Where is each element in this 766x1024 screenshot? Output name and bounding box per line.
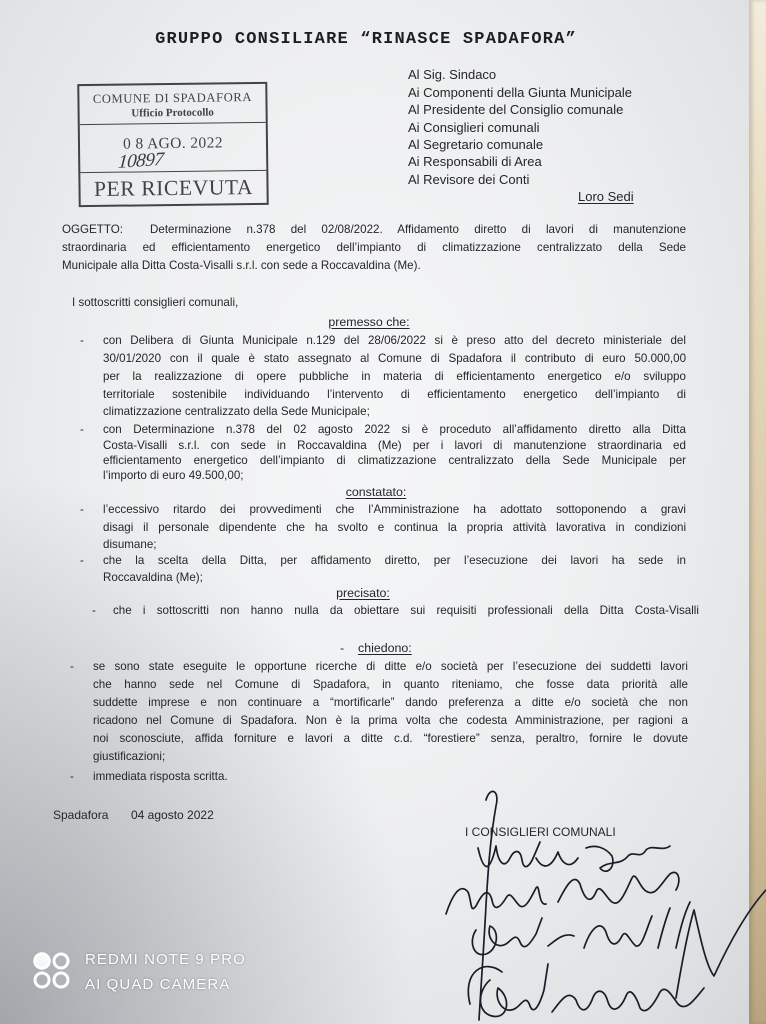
- closing-place: Spadafora: [53, 808, 109, 822]
- subject-line: straordinaria ed efficientamento energetico dell’impianto di climatizzazione centralizzato della Sede: [62, 241, 686, 254]
- stamp-office: COMUNE DI SPADAFORA: [92, 90, 253, 106]
- subject-line: Municipale alla Ditta Costa-Visalli s.r.l. con sede a Roccavaldina (Me).: [62, 259, 421, 272]
- bullet-dash: -: [80, 334, 84, 347]
- addressee: Al Presidente del Consiglio comunale: [408, 102, 624, 117]
- list-item-line: che i sottoscritti non hanno nulla da obiettare sui requisiti professionali della Ditta Costa-Visalli: [113, 604, 699, 617]
- stamp-divider: [80, 170, 266, 173]
- addressee: Ai Componenti della Giunta Municipale: [408, 85, 633, 100]
- list-item-line: efficientamento energetico dell’impianto di climatizzazione centralizzato della Sede Municipale per: [103, 454, 687, 467]
- list-item-line: che la scelta della Ditta, per affidamento diretto, per l’esecuzione dei lavori ha sede in: [103, 554, 686, 567]
- subject-line: Determinazione n.378 del 02/08/2022. Affidamento diretto di lavori di manutenzione: [150, 223, 687, 236]
- list-item-line: l’importo di euro 49.500,00;: [103, 469, 244, 482]
- signatories-label: I CONSIGLIERI COMUNALI: [465, 825, 616, 839]
- stamp-department: Ufficio Protocollo: [131, 106, 214, 120]
- list-item-line: immediata risposta scritta.: [93, 770, 228, 783]
- closing-date: 04 agosto 2022: [131, 808, 214, 822]
- addressee: Al Segretario comunale: [408, 137, 544, 152]
- list-item-line: se sono state eseguite le opportune ricerche di ditte e/o società per l’esecuzione dei suddetti lavori: [93, 660, 688, 673]
- list-item-line: disumane;: [103, 538, 157, 551]
- bullet-dash: -: [70, 660, 74, 673]
- addressee: Al Revisore dei Conti: [408, 172, 530, 187]
- signature-1: [478, 842, 670, 871]
- list-item-line: climatizzazione centralizzato della Sede Municipale;: [103, 405, 370, 418]
- bullet-dash: -: [80, 554, 84, 567]
- stamp-date: 0 8 AGO. 2022: [122, 134, 224, 153]
- list-item-line: suddette imprese e non continuare a “mortificarle” dando preferenza a ditte e/o società che non: [93, 696, 688, 709]
- addressee: Ai Responsabili di Area: [408, 154, 542, 169]
- list-item-line: territoriale sostenibile individuando l’intervento di efficientamento energetico dell’impianto di: [103, 388, 686, 401]
- section-heading-chiedono: chiedono:: [358, 641, 412, 655]
- addressee: Ai Consiglieri comunali: [408, 120, 540, 135]
- bullet-dash: -: [80, 423, 84, 436]
- signature-2: [446, 872, 679, 914]
- section-heading-constatato: constatato:: [345, 485, 407, 499]
- list-item-line: che hanno sede nel Comune di Spadafora, in quanto riteniamo, che fosse data priorità alle: [93, 678, 688, 691]
- stamp-divider: [80, 122, 266, 125]
- watermark-device: REDMI NOTE 9 PRO: [85, 951, 246, 968]
- list-item-line: 30/01/2020 con il quale è stato assegnato al Comune di Spadafora il contributo di euro 50.000,00: [103, 352, 687, 365]
- list-item-line: noi sconosciute, affida forniture e lavori a ditte c.d. “forestiere” senza, peraltro, fornire le dovute: [93, 732, 688, 745]
- stamp-label: PER RICEVUTA: [93, 175, 254, 201]
- list-item-line: con Delibera di Giunta Municipale n.129 del 28/06/2022 si è preso atto del decreto ministeriale del: [103, 334, 686, 347]
- section-heading-premesso: premesso che:: [328, 315, 410, 329]
- protocol-stamp: [77, 82, 268, 207]
- bullet-dash: -: [92, 604, 96, 617]
- addressees-footer: Loro Sedi: [578, 189, 634, 204]
- page-title: GRUPPO CONSILIARE “RINASCE SPADAFORA”: [155, 30, 577, 49]
- camera-logo-icon: [30, 949, 74, 993]
- bullet-dash: -: [70, 770, 74, 783]
- list-item-line: con Determinazione n.378 del 02 agosto 2022 si è proceduto all’affidamento diretto alla Ditta: [103, 423, 686, 436]
- list-item-line: giustificazioni;: [93, 750, 166, 763]
- list-item-line: Roccavaldina (Me);: [103, 571, 203, 584]
- list-item-line: disagi il personale dipendente che ha svolto e continua la propria attività lavorativa in condizioni: [103, 521, 687, 534]
- subject-label: OGGETTO:: [62, 223, 123, 236]
- list-item-line: ricadono nel Comune di Spadafora. Non è la prima volta che codesta Amministrazione, per ragioni a: [93, 714, 688, 727]
- paper-edge: [749, 0, 766, 1024]
- stamp-protocol-number: 10897: [117, 148, 165, 173]
- list-item-line: per la realizzazione di opere pubbliche in materia di efficientamento energetico e/o sviluppo: [103, 370, 686, 383]
- list-item-line: Costa-Visalli s.r.l. con sede in Roccavaldina (Me) per i lavori di manutenzione straordinaria ed: [103, 439, 686, 452]
- intro-text: I sottoscritti consiglieri comunali,: [72, 296, 239, 309]
- bullet-dash: -: [340, 641, 345, 655]
- signature-3: [472, 902, 690, 955]
- list-item-line: l’eccessivo ritardo dei provvedimenti che l’Amministrazione ha adottato sottoponendo a gravi: [103, 503, 686, 516]
- bullet-dash: -: [80, 503, 84, 516]
- signature-5: [468, 964, 704, 1016]
- addressee: Al Sig. Sindaco: [408, 67, 497, 82]
- watermark-camera: AI QUAD CAMERA: [85, 976, 231, 993]
- section-heading-precisato: precisato:: [336, 586, 390, 600]
